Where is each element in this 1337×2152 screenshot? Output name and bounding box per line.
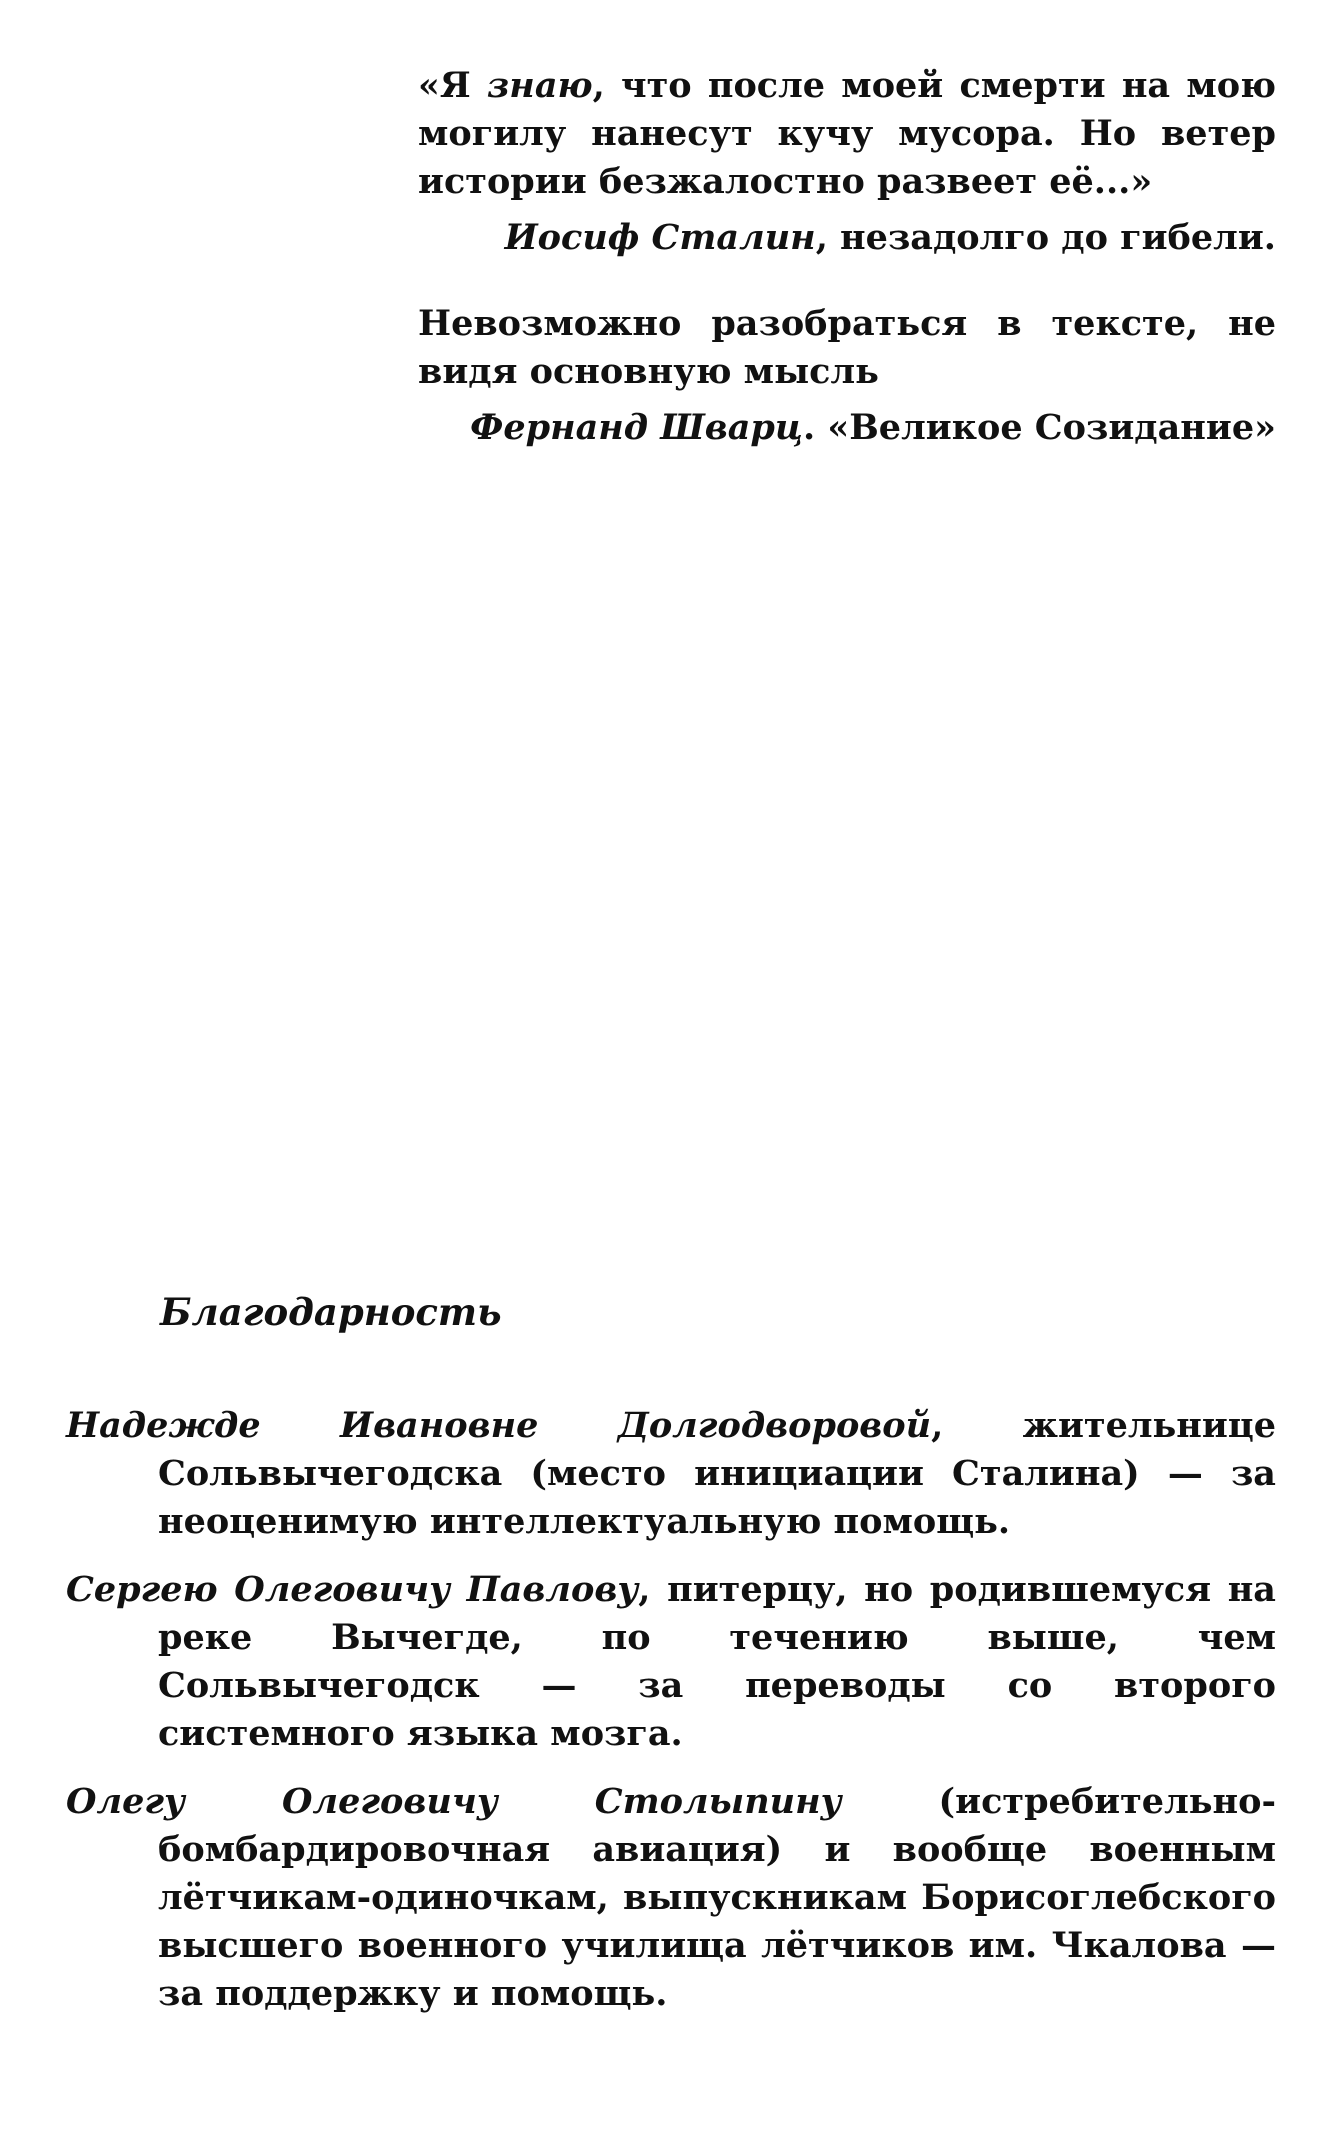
acknowledgement-text: (истребительно-бомбардировочная авиация) и вообще военным лётчикам-одиночкам, выпускникам Борисоглебского высшего военного училища лётчиков им. Чкалова — за поддержку и помощь. — [158, 1781, 1276, 2014]
epigraph-quote: Невозможно разобраться в тексте, не видя основную мысль — [418, 303, 1276, 392]
acknowledgements-title: Благодарность — [160, 1290, 502, 1334]
epigraph-source-note: . «Великое Созидание» — [802, 407, 1276, 448]
epigraph-author: Иосиф Сталин — [504, 217, 816, 258]
acknowledgement-item — [66, 1566, 1276, 1758]
acknowledgement-item — [66, 1778, 1276, 2018]
epigraph-schwarz — [418, 300, 1276, 452]
acknowledgement-text: , жительнице Сольвычегодска (место инициации Сталина) — за неоценимую интеллектуальную помощь. — [158, 1405, 1276, 1542]
epigraph-author: Фернанд Шварц — [470, 407, 803, 448]
acknowledgement-name: Надежде Ивановне Долгодворовой — [66, 1405, 932, 1446]
acknowledgement-name: Олегу Олеговичу Столыпину — [66, 1781, 842, 1822]
epigraph-stalin — [418, 62, 1276, 262]
acknowledgements-list — [66, 1402, 1276, 2038]
epigraph-quote-emphasis: знаю — [486, 65, 593, 106]
epigraphs — [418, 62, 1276, 490]
epigraph-attribution — [418, 214, 1276, 262]
acknowledgement-name: Сергею Олеговичу Павлову — [66, 1569, 639, 1610]
epigraph-quote — [418, 62, 1276, 206]
epigraph-source-note: , незадолго до гибели. — [815, 217, 1276, 258]
epigraph-attribution — [418, 404, 1276, 452]
acknowledgement-text: , питерцу, но родившемуся на реке Вычегде, по течению выше, чем Сольвычегодск — за переводы со второго системного языка мозга. — [158, 1569, 1276, 1754]
acknowledgement-item — [66, 1402, 1276, 1546]
epigraph-quote-open: «Я — [418, 65, 487, 106]
epigraph-quote-rest: , что после моей смерти на мою могилу нанесут кучу мусора. Но ветер истории безжалостно развеет её...» — [418, 65, 1276, 202]
